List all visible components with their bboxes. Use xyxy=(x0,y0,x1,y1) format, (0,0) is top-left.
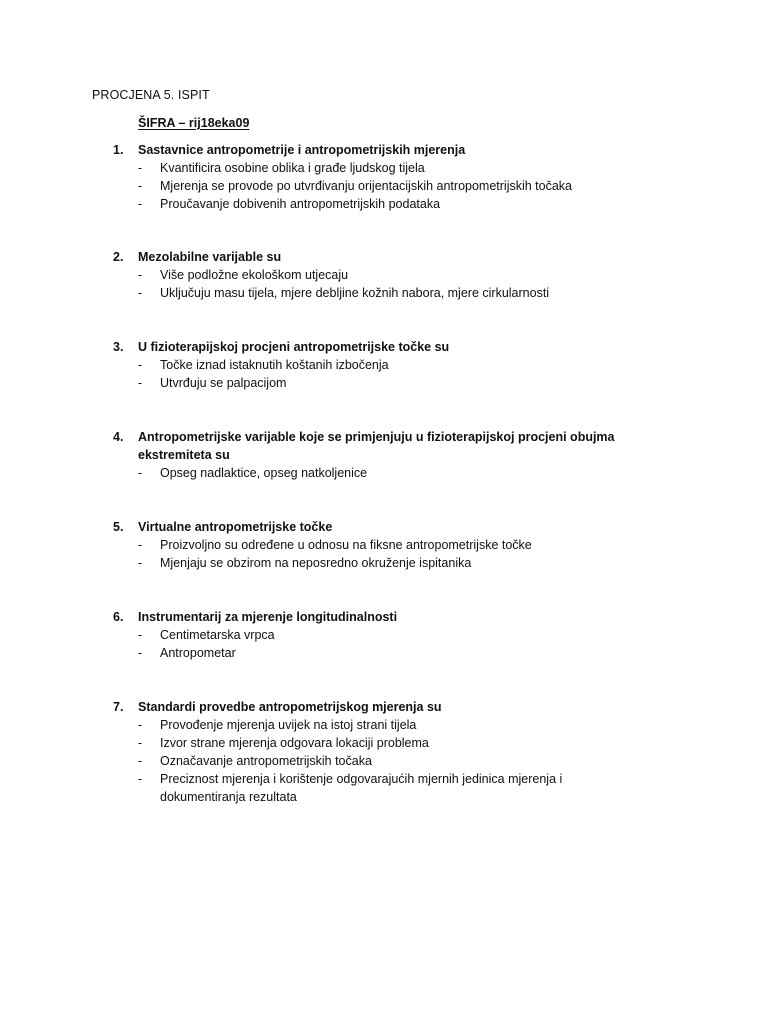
answer-text: Opseg nadlaktice, opseg natkoljenice xyxy=(160,466,368,480)
question-text: Antropometrijske varijable koje se primjenjuju u fizioterapijskoj procjeni obujma ekstremiteta su xyxy=(138,430,615,462)
answer-text: Antropometar xyxy=(160,646,236,660)
answer-list xyxy=(0,356,768,392)
question-number: 4. xyxy=(113,430,124,444)
answer-list xyxy=(0,159,768,213)
list-dash: - xyxy=(138,286,143,300)
answer-list xyxy=(0,626,768,662)
list-dash: - xyxy=(138,718,143,732)
answer-text: Centimetarska vrpca xyxy=(160,628,275,642)
answer-item xyxy=(0,770,768,806)
answer-text: Mjenjaju se obzirom na neposredno okruženje ispitanika xyxy=(160,556,472,570)
question-heading xyxy=(0,428,768,464)
answer-list xyxy=(0,536,768,572)
question-heading xyxy=(0,608,768,626)
answer-item xyxy=(0,266,768,284)
answer-item xyxy=(0,356,768,374)
question-item xyxy=(0,608,768,662)
question-text: Mezolabilne varijable su xyxy=(138,250,282,264)
question-number: 2. xyxy=(113,250,124,264)
question-text: Instrumentarij za mjerenje longitudinalnosti xyxy=(138,610,398,624)
document-title: PROCJENA 5. ISPIT xyxy=(92,88,210,102)
question-item xyxy=(0,338,768,392)
question-heading xyxy=(0,338,768,356)
answer-item xyxy=(0,374,768,392)
answer-list xyxy=(0,464,768,482)
answer-text: Proučavanje dobivenih antropometrijskih podataka xyxy=(160,197,441,211)
answer-item xyxy=(0,716,768,734)
question-number: 7. xyxy=(113,700,124,714)
answer-text: Kvantificira osobine oblika i građe ljudskog tijela xyxy=(160,161,425,175)
list-dash: - xyxy=(138,754,143,768)
question-text: Standardi provedbe antropometrijskog mjerenja su xyxy=(138,700,442,714)
answer-text: Proizvoljno su određene u odnosu na fiksne antropometrijske točke xyxy=(160,538,532,552)
question-text: Virtualne antropometrijske točke xyxy=(138,520,333,534)
answer-text: Provođenje mjerenja uvijek na istoj strani tijela xyxy=(160,718,417,732)
answer-text: Izvor strane mjerenja odgovara lokaciji problema xyxy=(160,736,429,750)
list-dash: - xyxy=(138,556,143,570)
question-item xyxy=(0,141,768,213)
list-dash: - xyxy=(138,161,143,175)
answer-item xyxy=(0,284,768,302)
answer-item xyxy=(0,536,768,554)
question-number: 3. xyxy=(113,340,124,354)
list-dash: - xyxy=(138,772,143,786)
answer-text: Točke iznad istaknutih koštanih izbočenja xyxy=(160,358,389,372)
list-dash: - xyxy=(138,538,143,552)
question-heading xyxy=(0,248,768,266)
answer-text: Označavanje antropometrijskih točaka xyxy=(160,754,372,768)
list-dash: - xyxy=(138,646,143,660)
question-heading xyxy=(0,518,768,536)
list-dash: - xyxy=(138,628,143,642)
list-dash: - xyxy=(138,736,143,750)
answer-item xyxy=(0,177,768,195)
question-item xyxy=(0,698,768,806)
list-dash: - xyxy=(138,358,143,372)
question-text: U fizioterapijskoj procjeni antropometrijske točke su xyxy=(138,340,450,354)
answer-item xyxy=(0,752,768,770)
list-dash: - xyxy=(138,268,143,282)
answer-item xyxy=(0,734,768,752)
answer-item xyxy=(0,644,768,662)
question-number: 5. xyxy=(113,520,124,534)
question-heading xyxy=(0,698,768,716)
answer-item xyxy=(0,554,768,572)
question-number: 1. xyxy=(113,143,124,157)
list-dash: - xyxy=(138,466,143,480)
question-heading xyxy=(0,141,768,159)
answer-item xyxy=(0,195,768,213)
list-dash: - xyxy=(138,197,143,211)
answer-list xyxy=(0,266,768,302)
question-item xyxy=(0,518,768,572)
answer-text: Više podložne ekološkom utjecaju xyxy=(160,268,349,282)
document-code: ŠIFRA – rij18eka09 xyxy=(138,116,250,130)
answer-item xyxy=(0,159,768,177)
question-number: 6. xyxy=(113,610,124,624)
answer-item xyxy=(0,464,768,482)
answer-item xyxy=(0,626,768,644)
list-dash: - xyxy=(138,376,143,390)
question-item xyxy=(0,248,768,302)
question-item xyxy=(0,428,768,482)
question-text: Sastavnice antropometrije i antropometrijskih mjerenja xyxy=(138,143,466,157)
list-dash: - xyxy=(138,179,143,193)
answer-text: Uključuju masu tijela, mjere debljine kožnih nabora, mjere cirkularnosti xyxy=(160,286,550,300)
answer-text: Utvrđuju se palpacijom xyxy=(160,376,287,390)
answer-text: Preciznost mjerenja i korištenje odgovarajućih mjernih jedinica mjerenja i dokumentiranja rezultata xyxy=(160,772,563,804)
answer-list xyxy=(0,716,768,806)
answer-text: Mjerenja se provode po utvrđivanju orijentacijskih antropometrijskih točaka xyxy=(160,179,573,193)
